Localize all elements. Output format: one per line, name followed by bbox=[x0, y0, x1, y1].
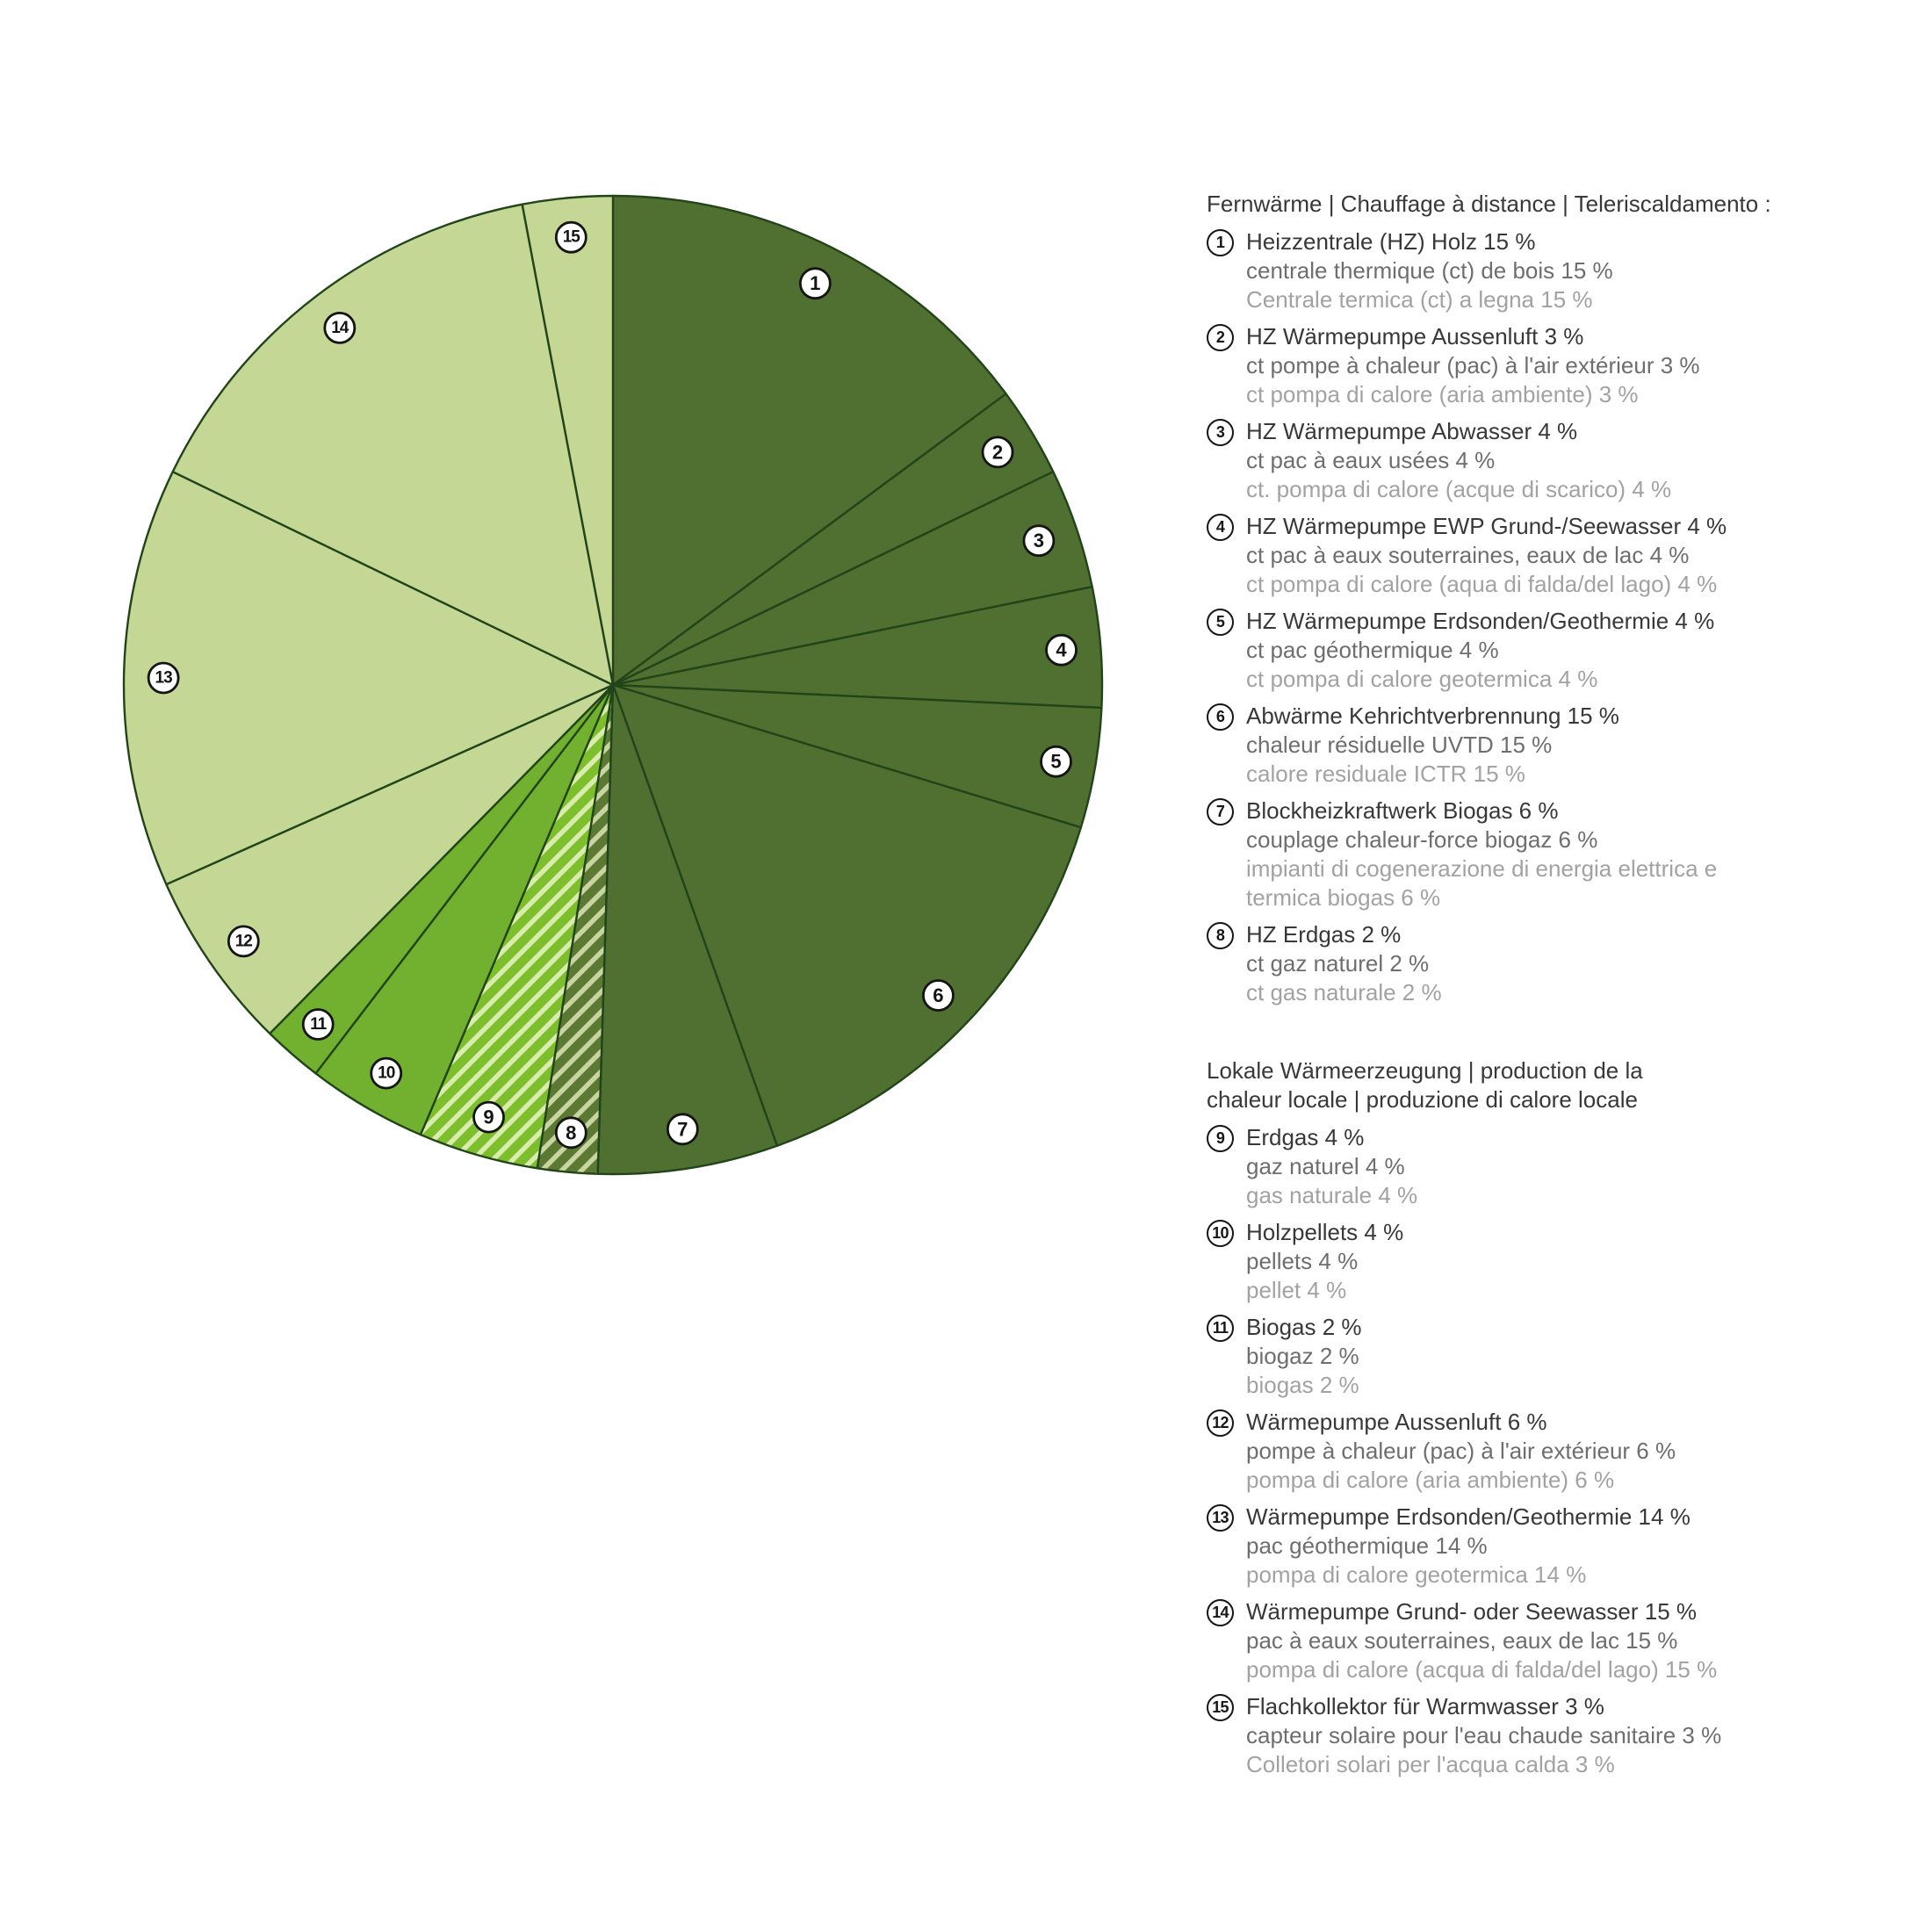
legend-section-2 bbox=[1207, 1056, 1848, 1779]
legend-item-11-line-3: biogas 2 % bbox=[1246, 1372, 1359, 1398]
legend-item-8 bbox=[1207, 920, 1848, 1007]
legend-item-7-number-badge: 7 bbox=[1207, 798, 1234, 825]
legend-item-12-line-2: pompe à chaleur (pac) à l'air extérieur 6 % bbox=[1246, 1438, 1676, 1464]
legend-item-13-text bbox=[1246, 1503, 1690, 1590]
slice-label-7 bbox=[667, 1114, 697, 1144]
legend-item-3-line-2: ct pac à eaux usées 4 % bbox=[1246, 447, 1496, 473]
slice-label-number: 12 bbox=[234, 932, 252, 951]
legend-item-3-line-3: ct. pompa di calore (acque di scarico) 4 % bbox=[1246, 476, 1672, 502]
legend-item-2 bbox=[1207, 322, 1848, 409]
legend-item-12 bbox=[1207, 1408, 1848, 1495]
legend-item-2-line-1: HZ Wärmepumpe Aussenluft 3 % bbox=[1246, 323, 1584, 350]
legend-item-14-line-3: pompa di calore (acqua di falda/del lago) 15 % bbox=[1246, 1656, 1718, 1683]
legend-item-12-line-1: Wärmepumpe Aussenluft 6 % bbox=[1246, 1409, 1547, 1435]
legend-item-8-line-3: ct gas naturale 2 % bbox=[1246, 979, 1442, 1006]
slice-label-9 bbox=[474, 1102, 504, 1132]
legend-item-13-line-1: Wärmepumpe Erdsonden/Geothermie 14 % bbox=[1246, 1503, 1690, 1530]
legend-item-13-line-3: pompa di calore geotermica 14 % bbox=[1246, 1561, 1587, 1588]
legend-item-2-number-badge: 2 bbox=[1207, 324, 1234, 351]
legend-item-14-line-2: pac à eaux souterraines, eaux de lac 15 % bbox=[1246, 1627, 1678, 1654]
legend bbox=[1207, 190, 1848, 1787]
legend-item-6-number-badge: 6 bbox=[1207, 703, 1234, 731]
legend-item-11-number-badge: 11 bbox=[1207, 1315, 1234, 1342]
slice-label-13 bbox=[148, 663, 178, 693]
legend-item-10-line-1: Holzpellets 4 % bbox=[1246, 1219, 1404, 1245]
slice-label-14 bbox=[325, 313, 355, 342]
legend-item-7-line-4: termica biogas 6 % bbox=[1246, 884, 1441, 911]
legend-item-1-line-1: Heizzentrale (HZ) Holz 15 % bbox=[1246, 228, 1536, 255]
legend-section-2-header-line-1: Lokale Wärmeerzeugung | production de la bbox=[1207, 1057, 1643, 1084]
legend-item-4-number-badge: 4 bbox=[1207, 514, 1234, 541]
legend-item-1-line-3: Centrale termica (ct) a legna 15 % bbox=[1246, 286, 1593, 313]
slice-label-number: 9 bbox=[483, 1106, 494, 1128]
legend-item-12-line-3: pompa di calore (aria ambiente) 6 % bbox=[1246, 1467, 1615, 1493]
legend-item-4-line-1: HZ Wärmepumpe EWP Grund-/Seewasser 4 % bbox=[1246, 513, 1727, 539]
slice-label-number: 13 bbox=[155, 668, 172, 688]
legend-item-11-line-2: biogaz 2 % bbox=[1246, 1343, 1359, 1369]
legend-item-3 bbox=[1207, 417, 1848, 504]
legend-item-10-line-2: pellets 4 % bbox=[1246, 1248, 1359, 1274]
slice-label-number: 8 bbox=[566, 1121, 577, 1144]
legend-item-9-line-2: gaz naturel 4 % bbox=[1246, 1153, 1405, 1179]
pie-slices bbox=[124, 196, 1102, 1174]
slice-label-1 bbox=[800, 269, 830, 299]
slice-label-3 bbox=[1024, 526, 1054, 556]
legend-item-10-text bbox=[1246, 1218, 1403, 1305]
legend-item-15-number-badge: 15 bbox=[1207, 1694, 1234, 1721]
legend-item-8-line-1: HZ Erdgas 2 % bbox=[1246, 921, 1402, 948]
slice-label-5 bbox=[1042, 746, 1071, 776]
legend-item-15-line-2: capteur solaire pour l'eau chaude sanitaire 3 % bbox=[1246, 1722, 1722, 1748]
legend-item-13 bbox=[1207, 1503, 1848, 1590]
legend-item-5-text bbox=[1246, 607, 1714, 694]
legend-item-14 bbox=[1207, 1597, 1848, 1684]
legend-item-12-text bbox=[1246, 1408, 1676, 1495]
legend-item-7-line-2: couplage chaleur-force biogaz 6 % bbox=[1246, 826, 1598, 853]
legend-item-4-line-3: ct pompa di calore (aqua di falda/del lago) 4 % bbox=[1246, 571, 1718, 597]
legend-item-2-line-3: ct pompa di calore (aria ambiente) 3 % bbox=[1246, 381, 1639, 407]
legend-item-11-text bbox=[1246, 1313, 1362, 1400]
legend-item-13-number-badge: 13 bbox=[1207, 1504, 1234, 1532]
legend-item-7-text bbox=[1246, 797, 1717, 912]
legend-section-1-header-line-1: Fernwärme | Chauffage à distance | Teleriscaldamento : bbox=[1207, 191, 1771, 217]
legend-item-4-line-2: ct pac à eaux souterraines, eaux de lac 4 % bbox=[1246, 542, 1690, 568]
legend-item-3-number-badge: 3 bbox=[1207, 419, 1234, 446]
legend-item-8-number-badge: 8 bbox=[1207, 922, 1234, 949]
legend-item-11-line-1: Biogas 2 % bbox=[1246, 1314, 1362, 1340]
legend-item-6-line-3: calore residuale ICTR 15 % bbox=[1246, 761, 1525, 787]
legend-section-1-header bbox=[1207, 190, 1848, 219]
legend-item-14-line-1: Wärmepumpe Grund- oder Seewasser 15 % bbox=[1246, 1598, 1698, 1625]
legend-item-5-number-badge: 5 bbox=[1207, 609, 1234, 636]
legend-item-8-line-2: ct gaz naturel 2 % bbox=[1246, 950, 1430, 977]
slice-label-11 bbox=[303, 1010, 333, 1040]
legend-item-4 bbox=[1207, 512, 1848, 599]
legend-item-6 bbox=[1207, 702, 1848, 789]
legend-item-3-text bbox=[1246, 417, 1671, 504]
legend-item-4-text bbox=[1246, 512, 1727, 599]
legend-item-15-text bbox=[1246, 1692, 1721, 1779]
legend-item-1 bbox=[1207, 227, 1848, 314]
legend-item-5-line-2: ct pac géothermique 4 % bbox=[1246, 637, 1499, 663]
legend-item-7-line-3: impianti di cogenerazione di energia elettrica e bbox=[1246, 855, 1718, 882]
legend-item-2-line-2: ct pompe à chaleur (pac) à l'air extérieur 3 % bbox=[1246, 352, 1700, 378]
slice-label-4 bbox=[1047, 635, 1077, 665]
legend-item-9-number-badge: 9 bbox=[1207, 1125, 1234, 1152]
legend-item-1-number-badge: 1 bbox=[1207, 229, 1234, 256]
slice-label-10 bbox=[371, 1058, 401, 1088]
legend-item-11 bbox=[1207, 1313, 1848, 1400]
legend-item-12-number-badge: 12 bbox=[1207, 1409, 1234, 1437]
legend-item-6-text bbox=[1246, 702, 1619, 789]
legend-item-9-text bbox=[1246, 1123, 1417, 1210]
legend-section-2-header-line-2: chaleur locale | produzione di calore locale bbox=[1207, 1086, 1638, 1113]
slice-label-number: 2 bbox=[991, 441, 1004, 464]
legend-item-9 bbox=[1207, 1123, 1848, 1210]
legend-item-7-line-1: Blockheizkraftwerk Biogas 6 % bbox=[1246, 797, 1559, 824]
legend-item-14-number-badge: 14 bbox=[1207, 1599, 1234, 1626]
slice-label-number: 11 bbox=[310, 1015, 327, 1034]
legend-item-9-line-1: Erdgas 4 % bbox=[1246, 1124, 1365, 1150]
legend-item-9-line-3: gas naturale 4 % bbox=[1246, 1182, 1418, 1208]
legend-item-6-line-2: chaleur résiduelle UVTD 15 % bbox=[1246, 732, 1553, 758]
slice-label-number: 4 bbox=[1056, 638, 1067, 661]
legend-item-1-line-2: centrale thermique (ct) de bois 15 % bbox=[1246, 257, 1613, 284]
slice-label-number: 1 bbox=[810, 272, 821, 295]
slice-label-number: 3 bbox=[1033, 530, 1045, 552]
legend-item-10-number-badge: 10 bbox=[1207, 1220, 1234, 1247]
slice-label-number: 6 bbox=[933, 984, 944, 1006]
slice-label-number: 7 bbox=[677, 1118, 688, 1141]
slice-label-number: 5 bbox=[1050, 750, 1062, 773]
legend-item-6-line-1: Abwärme Kehrichtverbrennung 15 % bbox=[1246, 703, 1619, 729]
legend-item-5-line-3: ct pompa di calore geotermica 4 % bbox=[1246, 666, 1598, 692]
legend-item-10-line-3: pellet 4 % bbox=[1246, 1277, 1347, 1303]
legend-item-15 bbox=[1207, 1692, 1848, 1779]
slice-label-12 bbox=[228, 926, 258, 956]
legend-item-13-line-2: pac géothermique 14 % bbox=[1246, 1532, 1488, 1559]
slice-label-number: 14 bbox=[331, 318, 349, 337]
legend-section-1 bbox=[1207, 190, 1848, 1007]
slice-label-number: 10 bbox=[378, 1063, 395, 1083]
legend-item-10 bbox=[1207, 1218, 1848, 1305]
legend-item-8-text bbox=[1246, 920, 1442, 1007]
slice-label-2 bbox=[983, 437, 1013, 467]
slice-label-number: 15 bbox=[562, 227, 580, 247]
legend-item-14-text bbox=[1246, 1597, 1717, 1684]
legend-section-2-header bbox=[1207, 1056, 1848, 1114]
legend-item-3-line-1: HZ Wärmepumpe Abwasser 4 % bbox=[1246, 418, 1578, 444]
slice-label-6 bbox=[923, 981, 953, 1011]
legend-item-15-line-3: Colletori solari per l'acqua calda 3 % bbox=[1246, 1751, 1615, 1777]
legend-item-1-text bbox=[1246, 227, 1613, 314]
legend-item-2-text bbox=[1246, 322, 1700, 409]
legend-item-5 bbox=[1207, 607, 1848, 694]
legend-item-5-line-1: HZ Wärmepumpe Erdsonden/Geothermie 4 % bbox=[1246, 608, 1715, 634]
legend-item-7 bbox=[1207, 797, 1848, 912]
slice-label-15 bbox=[556, 222, 586, 252]
slice-label-8 bbox=[556, 1118, 586, 1148]
legend-item-15-line-1: Flachkollektor für Warmwasser 3 % bbox=[1246, 1693, 1604, 1719]
